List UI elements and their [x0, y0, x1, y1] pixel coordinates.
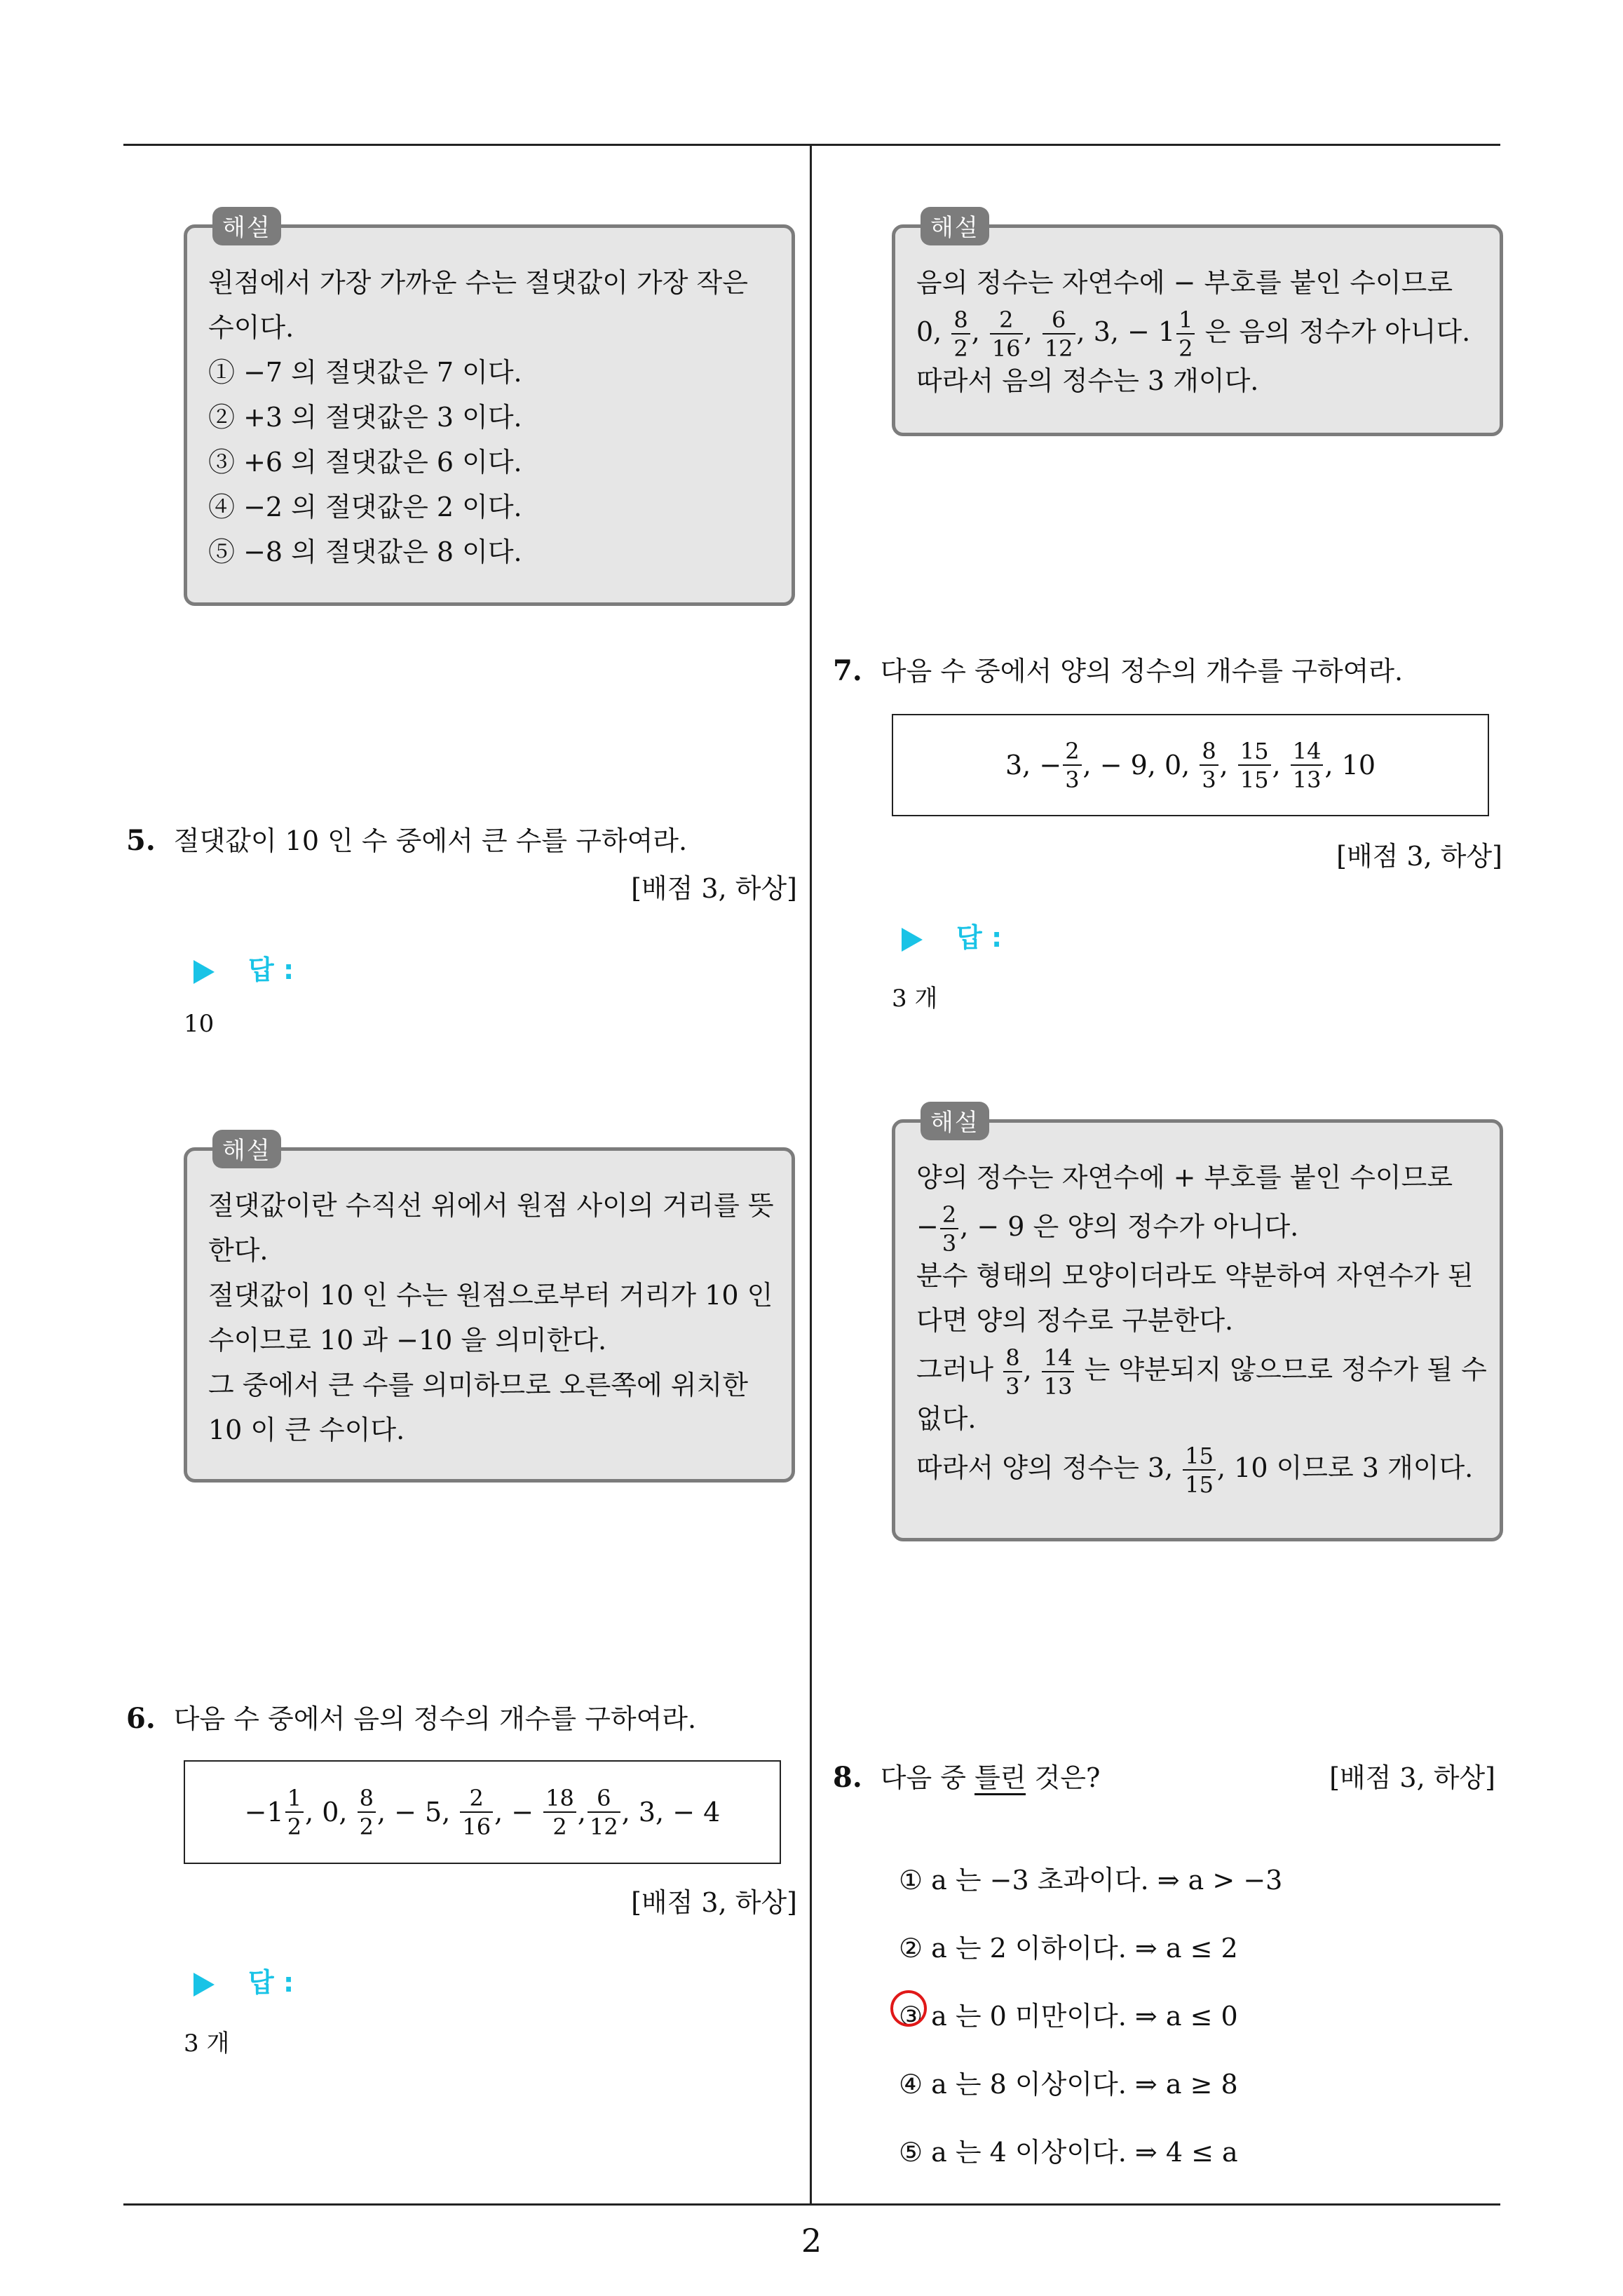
question-8: 8. 다음 중 틀린 것은?	[833, 1761, 1101, 1794]
fraction: $\frac{8}{3}$	[1003, 1346, 1021, 1398]
question-number: 7.	[833, 654, 862, 687]
explanation-line: 없다.	[916, 1403, 977, 1434]
question-text: 다음 중	[880, 1762, 975, 1793]
choice-1[interactable]: ① a 는 −3 초과이다. ⇒ a > −3	[899, 1865, 1283, 1896]
answer-label: 답 :	[956, 922, 1003, 953]
column-divider	[810, 144, 812, 2206]
score-label: [배점 3, 하상]	[631, 873, 797, 904]
explanation-box-q7	[892, 1109, 1503, 1541]
underlined-word: 틀린	[975, 1762, 1026, 1795]
answer-heading	[193, 1961, 294, 1999]
explanation-box-q5	[184, 1137, 795, 1483]
question-text: 다음 수 중에서 음의 정수의 개수를 구하여라.	[173, 1703, 697, 1734]
question-number: 6.	[126, 1702, 156, 1735]
choice-5[interactable]: ⑤ a 는 4 이상이다. ⇒ 4 ≤ a	[899, 2137, 1238, 2168]
explanation-line: 한다.	[208, 1235, 269, 1266]
answer-circle-mark	[890, 1990, 927, 2027]
explanation-line: 따라서 음의 정수는 3 개이다.	[916, 365, 1259, 396]
score-label: [배점 3, 하상]	[1329, 1762, 1495, 1793]
explanation-line: 수이다.	[208, 312, 294, 343]
fraction: $\frac{14}{13}$	[1042, 1346, 1075, 1398]
answer-value: 10	[184, 1010, 215, 1038]
fraction: $\frac{15}{15}$	[1183, 1445, 1216, 1496]
fraction: $\frac{6}{12}$	[1043, 309, 1075, 360]
explanation-box-q4	[184, 214, 795, 606]
fraction: $\frac{2}{16}$	[990, 309, 1023, 360]
question-text: 다음 수 중에서 양의 정수의 개수를 구하여라.	[880, 656, 1404, 687]
top-rule	[123, 144, 1500, 146]
explanation-line: ② +3 의 절댓값은 3 이다.	[208, 402, 522, 433]
choice-2[interactable]: ② a 는 2 이하이다. ⇒ a ≤ 2	[899, 1933, 1238, 1964]
explanation-line: 다면 양의 정수로 구분한다.	[916, 1305, 1234, 1336]
answer-heading	[902, 916, 1002, 954]
answer-label: 답 :	[248, 954, 294, 985]
fraction: $\frac{8}{2}$	[951, 309, 970, 360]
choice-3[interactable]: ③ a 는 0 미만이다. ⇒ a ≤ 0	[899, 2001, 1238, 2032]
number-list-box-q6: −1 $\frac{1}{2}$ , 0, $\frac{8}{2}$ , − 5, $\frac{2}{16}$ , − $\frac{18}{2}$ , $\frac{6}{12}$ , 3, − 4	[184, 1760, 781, 1864]
fraction: $\frac{8}{2}$	[358, 1787, 376, 1838]
score-label: [배점 3, 하상]	[1336, 841, 1502, 872]
answer-heading	[193, 948, 294, 987]
bottom-rule	[123, 2203, 1500, 2206]
fraction: $\frac{15}{15}$	[1238, 740, 1271, 791]
explanation-line: ③ +6 의 절댓값은 6 이다.	[208, 447, 522, 478]
explanation-line: 음의 정수는 자연수에 − 부호를 붙인 수이므로	[916, 267, 1453, 298]
explanation-box-q6	[892, 214, 1503, 436]
explanation-tag: 해설	[212, 207, 281, 245]
answer-label: 답 :	[248, 1967, 294, 1998]
question-7	[833, 649, 1403, 688]
explanation-tag: 해설	[212, 1130, 281, 1168]
fraction: $\frac{14}{13}$	[1291, 740, 1324, 791]
question-text: 절댓값이 10 인 수 중에서 큰 수를 구하여라.	[173, 825, 688, 856]
explanation-line: ④ −2 의 절댓값은 2 이다.	[208, 492, 522, 522]
explanation-tag: 해설	[921, 207, 989, 245]
fraction: $\frac{1}{2}$	[1176, 309, 1195, 360]
explanation-line: 절댓값이 10 인 수는 원점으로부터 거리가 10 인	[208, 1280, 773, 1311]
choice-4[interactable]: ④ a 는 8 이상이다. ⇒ a ≥ 8	[899, 2069, 1238, 2100]
fraction: $\frac{2}{16}$	[460, 1787, 493, 1838]
question-6	[126, 1697, 696, 1736]
page-number: 2	[801, 2222, 822, 2260]
fraction: $\frac{18}{2}$	[543, 1787, 576, 1838]
explanation-line: ⑤ −8 의 절댓값은 8 이다.	[208, 536, 522, 567]
play-triangle-icon	[193, 960, 215, 984]
fraction: $\frac{6}{12}$	[588, 1787, 620, 1838]
explanation-line: 0, $\frac{8}{2}$ , $\frac{2}{16}$ , $\frac{6}{12}$ , 3, − 1 $\frac{1}{2}$ 은 음의 정수가 아니다.	[916, 306, 1471, 362]
play-triangle-icon	[902, 928, 923, 952]
explanation-line: − $\frac{2}{3}$ , − 9 은 양의 정수가 아니다.	[916, 1201, 1299, 1257]
explanation-line: 10 이 큰 수이다.	[208, 1414, 405, 1445]
explanation-line: 수이므로 10 과 −10 을 의미한다.	[208, 1325, 607, 1356]
fraction: $\frac{8}{3}$	[1200, 740, 1218, 791]
fraction: $\frac{2}{3}$	[940, 1203, 958, 1255]
play-triangle-icon	[193, 1973, 215, 1997]
explanation-line: 원점에서 가장 가까운 수는 절댓값이 가장 작은	[208, 267, 748, 298]
explanation-line: 분수 형태의 모양이더라도 약분하여 자연수가 된	[916, 1260, 1474, 1291]
explanation-line: 절댓값이란 수직선 위에서 원점 사이의 거리를 뜻	[208, 1190, 774, 1221]
question-number: 5.	[126, 824, 156, 857]
number-list-box-q7: 3, − $\frac{2}{3}$ , − 9, 0, $\frac{8}{3}$ , $\frac{15}{15}$ , $\frac{14}{13}$ , 10	[892, 714, 1489, 816]
explanation-line: 따라서 양의 정수는 3, $\frac{15}{15}$ , 10 이므로 3 개이다.	[916, 1443, 1474, 1498]
answer-value: 3 개	[184, 2030, 230, 2058]
explanation-tag: 해설	[921, 1102, 989, 1140]
fraction: $\frac{1}{2}$	[285, 1787, 304, 1838]
answer-value: 3 개	[892, 985, 938, 1013]
explanation-line: 그 중에서 큰 수를 의미하므로 오른쪽에 위치한	[208, 1370, 748, 1400]
explanation-line: 양의 정수는 자연수에 + 부호를 붙인 수이므로	[916, 1162, 1453, 1193]
question-5	[126, 819, 687, 858]
fraction: $\frac{2}{3}$	[1063, 740, 1081, 791]
explanation-line: 그러나 $\frac{8}{3}$ , $\frac{14}{13}$ 는 약분되지 않으므로 정수가 될 수	[916, 1344, 1487, 1400]
explanation-line: ① −7 의 절댓값은 7 이다.	[208, 357, 522, 388]
score-label: [배점 3, 하상]	[631, 1887, 797, 1918]
question-number: 8.	[833, 1761, 862, 1794]
